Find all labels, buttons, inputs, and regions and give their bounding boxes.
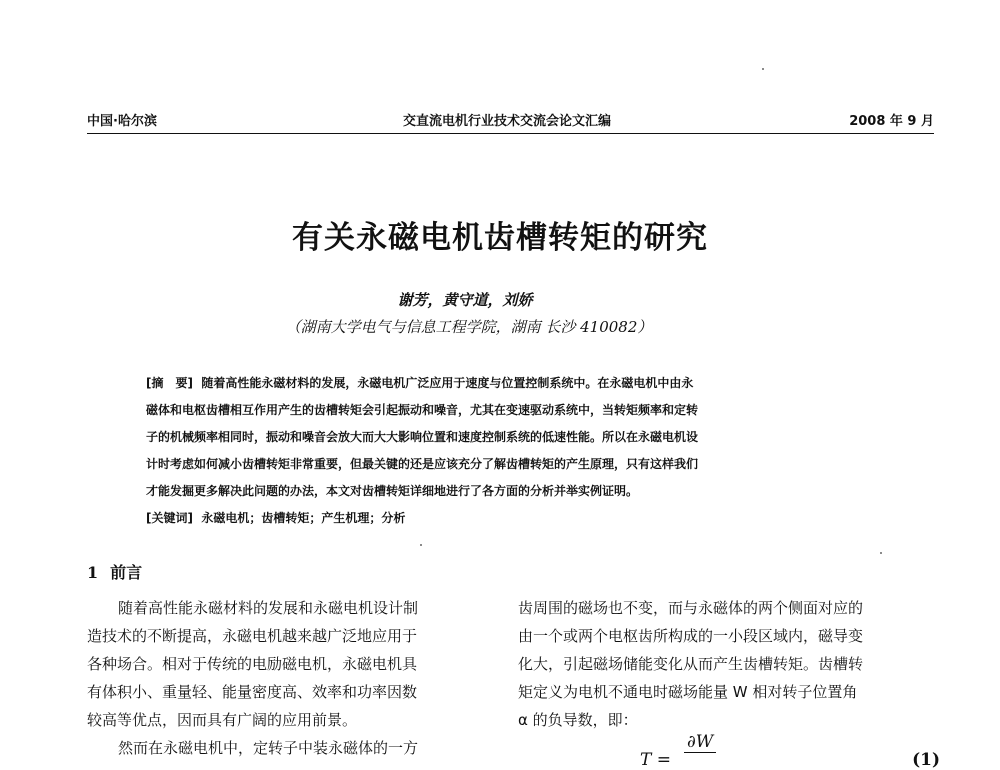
- scan-speck: [762, 68, 764, 70]
- running-header: [87, 109, 934, 134]
- body-line: 化大，引起磁场储能变化从而产生齿槽转矩。齿槽转: [518, 655, 864, 673]
- abstract-line: [146, 374, 693, 391]
- body-line: 随着高性能永磁材料的发展和永磁电机设计制: [118, 599, 419, 617]
- body-line: 矩定义为电机不通电时磁场能量 W 相对转子位置角: [518, 683, 858, 701]
- scan-speck: [880, 552, 882, 554]
- body-line: 齿周围的磁场也不变，而与永磁体的两个侧面对应的: [518, 599, 864, 617]
- body-line: 较高等优点，因而具有广阔的应用前景。: [87, 711, 358, 729]
- equation-number: (1): [912, 750, 940, 770]
- header-location: 中国·哈尔滨: [87, 114, 157, 129]
- equation-numerator: ∂W: [684, 732, 716, 753]
- abstract-line: 才能发掘更多解决此问题的办法，本文对齿槽转矩详细地进行了各方面的分析并举实例证明。: [146, 484, 639, 498]
- abstract-label: [摘 要]: [146, 376, 193, 390]
- section-title: 前言: [110, 563, 143, 582]
- keywords-text: 永磁电机；齿槽转矩；产生机理；分析: [201, 511, 406, 525]
- equation-1: [640, 732, 940, 770]
- body-line: 有体积小、重量轻、能量密度高、效率和功率因数: [87, 683, 418, 701]
- abstract-line: 子的机械频率相同时，振动和噪音会放大而大大影响位置和速度控制系统的低速性能。所以在永磁电机设: [146, 430, 699, 444]
- body-line: 各种场合。相对于传统的电励磁电机，永磁电机具: [87, 655, 418, 673]
- body-line: 造技术的不断提高，永磁电机越来越广泛地应用于: [87, 627, 418, 645]
- paper-affiliation: （湖南大学电气与信息工程学院，湖南 长沙 410082）: [285, 318, 653, 336]
- paper-authors: 谢芳，黄守道，刘娇: [397, 291, 533, 309]
- header-date: 2008 年 9 月: [849, 114, 934, 129]
- abstract-line: 磁体和电枢齿槽相互作用产生的齿槽转矩会引起振动和噪音，尤其在变速驱动系统中，当转矩频率和定转: [146, 403, 699, 417]
- header-proceedings: 交直流电机行业技术交流会论文汇编: [403, 114, 612, 129]
- body-line: α 的负导数，即：: [518, 711, 638, 729]
- paper-title: 有关永磁电机齿槽转矩的研究: [292, 220, 708, 256]
- equation-lhs: T =: [640, 750, 671, 770]
- section-heading: [87, 560, 142, 583]
- body-line: 然而在永磁电机中，定转子中装永磁体的一方: [118, 739, 419, 757]
- keywords-line: [146, 509, 405, 526]
- equation-fraction: [684, 732, 716, 753]
- body-line: 由一个或两个电枢齿所构成的一小段区域内，磁导变: [518, 627, 864, 645]
- section-number: 1: [87, 563, 99, 582]
- abstract-text: 随着高性能永磁材料的发展，永磁电机广泛应用于速度与位置控制系统中。在永磁电机中由永: [201, 376, 694, 390]
- scan-speck: [420, 544, 422, 546]
- keywords-label: [关键词]: [146, 511, 193, 525]
- abstract-line: 计时考虑如何减小齿槽转矩非常重要，但最关键的还是应该充分了解齿槽转矩的产生原理，只有这样我们: [146, 457, 699, 471]
